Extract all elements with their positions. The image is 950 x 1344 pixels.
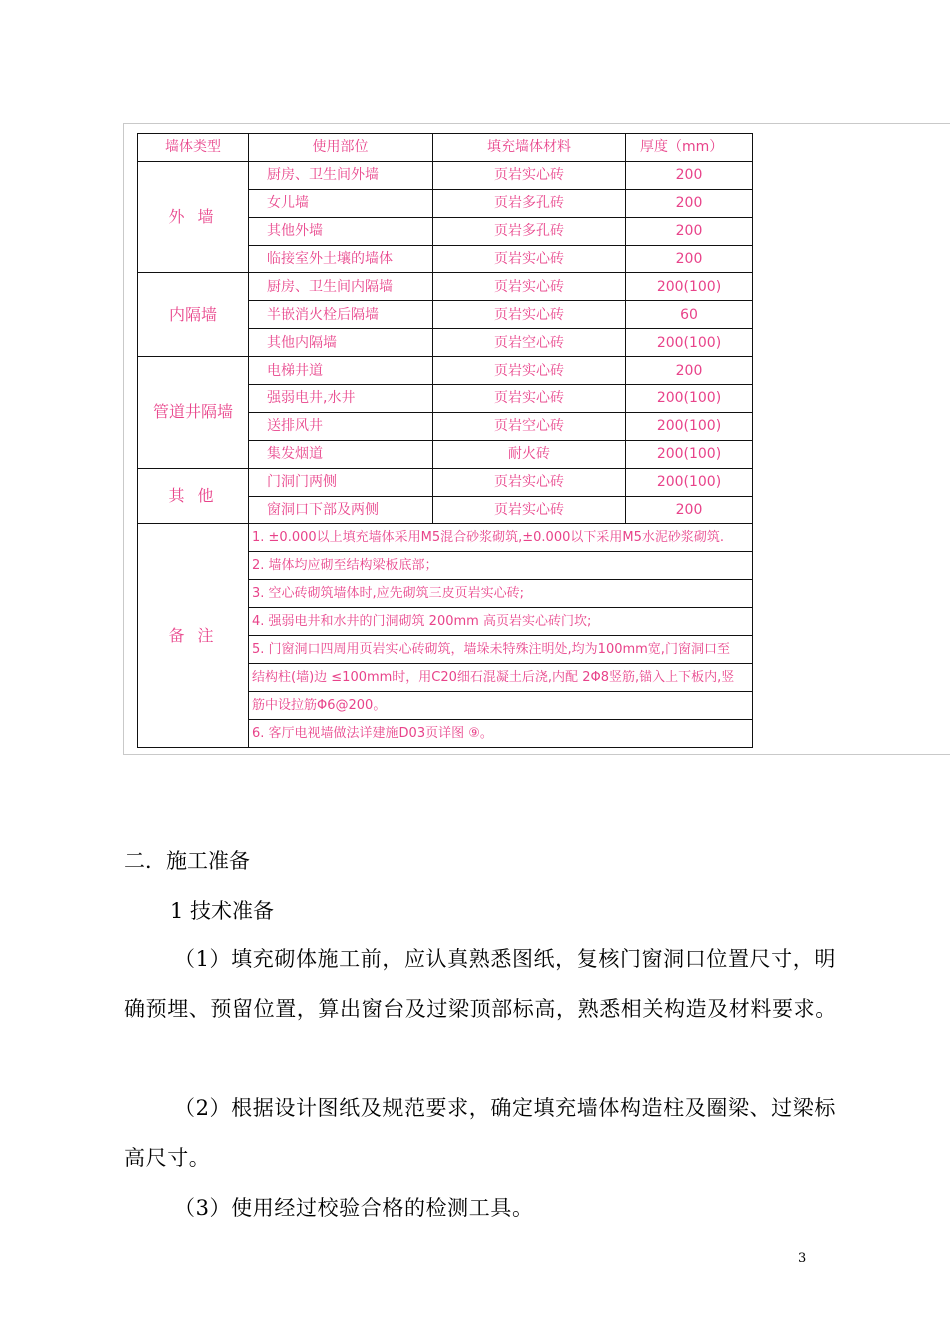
remark-line: 6. 客厅电视墙做法详建施D03页详图 ⑨。: [249, 719, 753, 747]
material-cell: 页岩实心砖: [433, 161, 626, 189]
thickness-cell: 200: [626, 245, 753, 273]
remark-line: 结构柱(墙)边 ≤100mm时，用C20细石混凝土后浇,内配 2Φ8竖筋,锚入上下板内,竖: [249, 663, 753, 691]
thickness-cell: 200(100): [626, 385, 753, 413]
table-header-row: [138, 134, 753, 162]
thickness-cell: 200: [626, 161, 753, 189]
location-cell: 电梯井道: [249, 357, 433, 385]
wall-material-table: [137, 133, 753, 748]
location-cell: 临接室外土壤的墙体: [249, 245, 433, 273]
table-row: [138, 273, 753, 301]
location-cell: 强弱电井,水井: [249, 385, 433, 413]
table-row: [138, 357, 753, 385]
location-cell: 半嵌消火栓后隔墙: [249, 301, 433, 329]
remark-line: 1. ±0.000以上填充墙体采用M5混合砂浆砌筑,±0.000以下采用M5水泥砂浆砌筑.: [249, 524, 753, 552]
material-cell: 页岩实心砖: [433, 357, 626, 385]
material-cell: 页岩空心砖: [433, 412, 626, 440]
material-cell: 页岩多孔砖: [433, 189, 626, 217]
remarks-label: 备 注: [138, 524, 249, 747]
material-cell: 页岩实心砖: [433, 301, 626, 329]
paragraph: （2）根据设计图纸及规范要求，确定填充墙体构造柱及圈梁、过梁标高尺寸。: [124, 1096, 836, 1170]
header-material: 填充墙体材料: [433, 134, 626, 162]
material-cell: 页岩实心砖: [433, 496, 626, 524]
location-cell: 厨房、卫生间内隔墙: [249, 273, 433, 301]
remark-line: 3. 空心砖砌筑墙体时,应先砌筑三皮页岩实心砖;: [249, 580, 753, 608]
thickness-cell: 200(100): [626, 412, 753, 440]
header-location: 使用部位: [249, 134, 433, 162]
table-row: [138, 468, 753, 496]
location-cell: 其他内隔墙: [249, 329, 433, 357]
remark-line: 2. 墙体均应砌至结构梁板底部；: [249, 552, 753, 580]
material-cell: 页岩实心砖: [433, 385, 626, 413]
location-cell: 窗洞口下部及两侧: [249, 496, 433, 524]
material-cell: 页岩实心砖: [433, 468, 626, 496]
location-cell: 其他外墙: [249, 217, 433, 245]
thickness-cell: 200: [626, 496, 753, 524]
group-label: 外 墙: [138, 161, 249, 273]
paragraph: （1）填充砌体施工前，应认真熟悉图纸，复核门窗洞口位置尺寸，明确预埋、预留位置，算出窗台及过梁顶部标高，熟悉相关构造及材料要求。: [124, 947, 837, 1021]
page-number: 3: [798, 1251, 807, 1266]
material-cell: 页岩实心砖: [433, 245, 626, 273]
paragraph: （3）使用经过校验合格的检测工具。: [174, 1196, 534, 1220]
location-cell: 送排风井: [249, 412, 433, 440]
header-thickness: 厚度（mm）: [626, 134, 753, 162]
remark-line: 5. 门窗洞口四周用页岩实心砖砌筑，墙垛未特殊注明处,均为100mm宽,门窗洞口至: [249, 636, 753, 664]
material-cell: 耐火砖: [433, 440, 626, 468]
location-cell: 女儿墙: [249, 189, 433, 217]
thickness-cell: 200(100): [626, 273, 753, 301]
thickness-cell: 200(100): [626, 329, 753, 357]
header-wall-type: 墙体类型: [138, 134, 249, 162]
thickness-cell: 200(100): [626, 468, 753, 496]
location-cell: 厨房、卫生间外墙: [249, 161, 433, 189]
remark-row: [138, 524, 753, 552]
remark-line: 筋中设拉筋Φ6@200。: [249, 691, 753, 719]
thickness-cell: 200: [626, 189, 753, 217]
section-heading: 二．施工准备: [124, 849, 250, 873]
subsection-heading: 1 技术准备: [170, 899, 275, 923]
remark-line: 4. 强弱电井和水井的门洞砌筑 200mm 高页岩实心砖门坎;: [249, 608, 753, 636]
location-cell: 门洞门两侧: [249, 468, 433, 496]
thickness-cell: 60: [626, 301, 753, 329]
material-cell: 页岩实心砖: [433, 273, 626, 301]
material-cell: 页岩多孔砖: [433, 217, 626, 245]
thickness-cell: 200: [626, 217, 753, 245]
material-cell: 页岩空心砖: [433, 329, 626, 357]
group-label: 管道井隔墙: [138, 357, 249, 469]
thickness-cell: 200: [626, 357, 753, 385]
group-label: 内隔墙: [138, 273, 249, 357]
table-row: [138, 161, 753, 189]
location-cell: 集发烟道: [249, 440, 433, 468]
thickness-cell: 200(100): [626, 440, 753, 468]
group-label: 其 他: [138, 468, 249, 524]
